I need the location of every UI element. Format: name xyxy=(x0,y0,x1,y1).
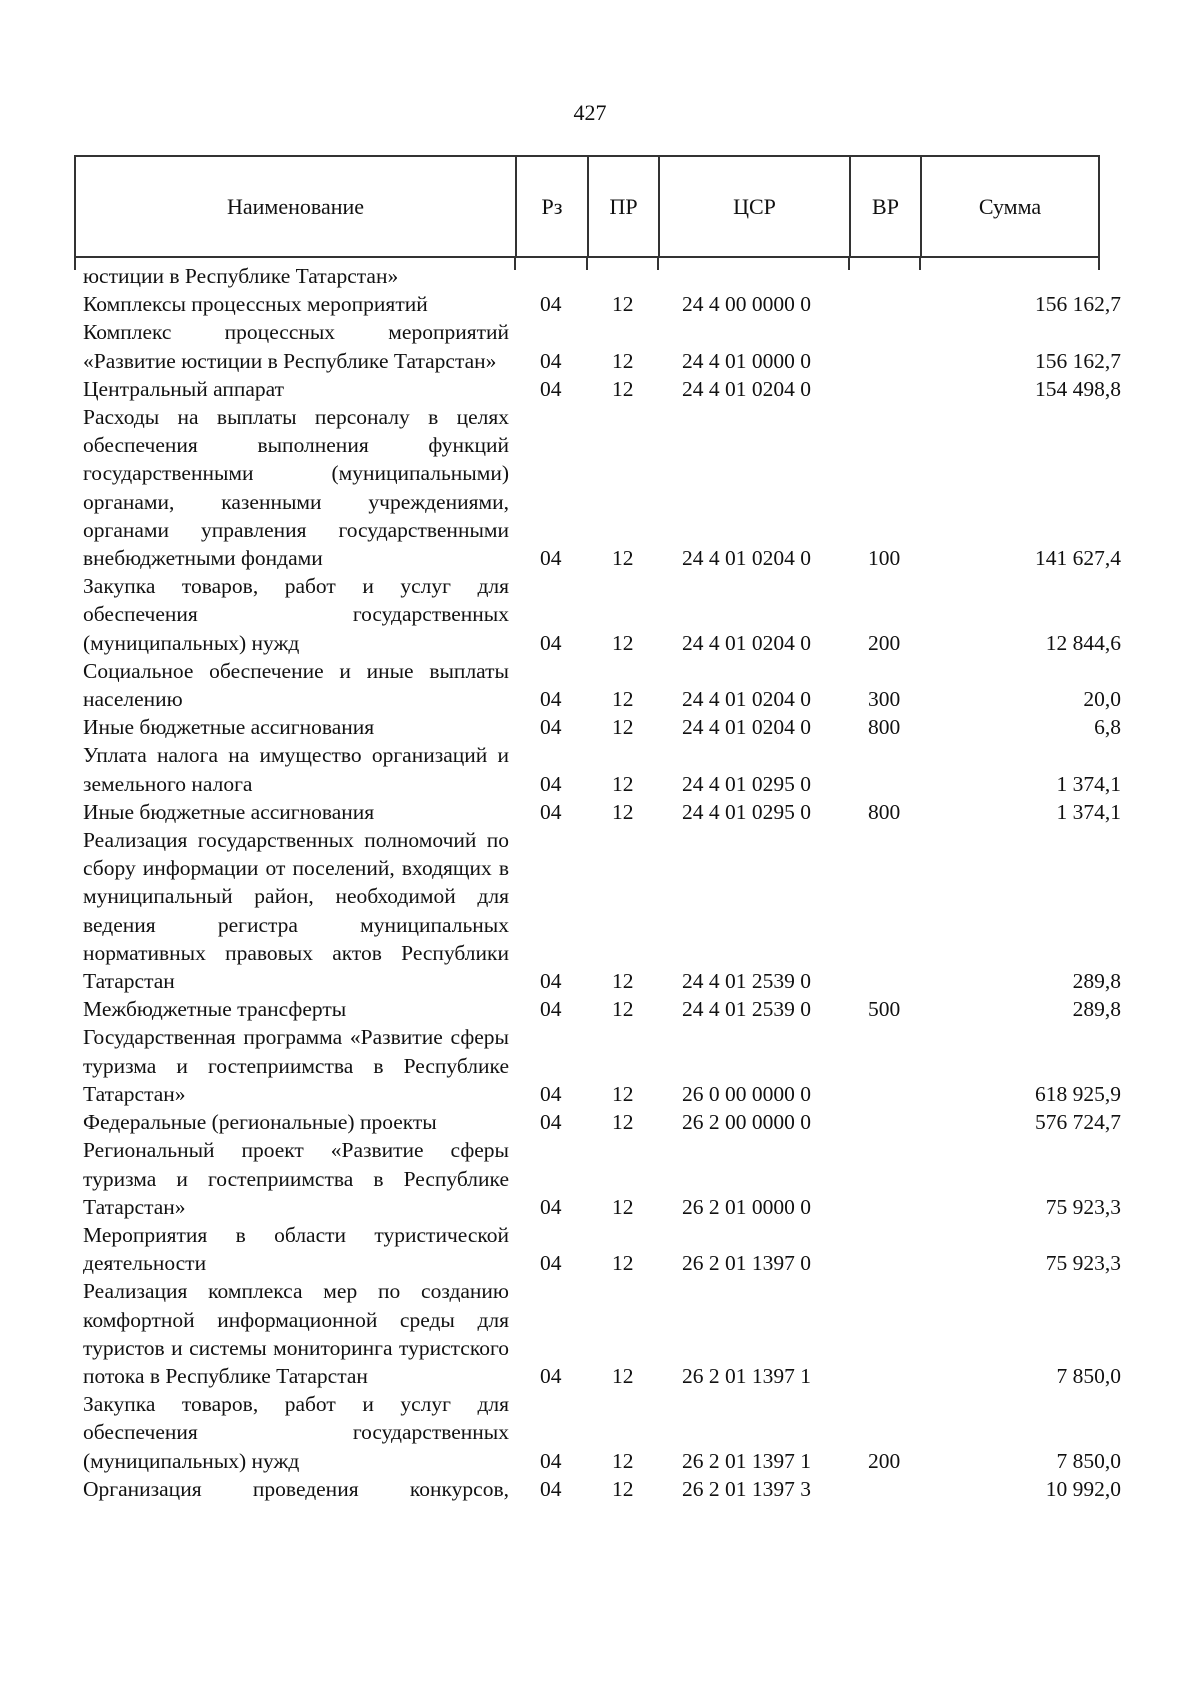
row-name: Центральный аппарат xyxy=(83,376,285,401)
page-number: 427 xyxy=(573,100,607,125)
table-row xyxy=(0,713,1200,741)
row-vr: 100 xyxy=(868,546,901,571)
row-sum: 20,0 xyxy=(1083,687,1121,712)
row-pr: 12 xyxy=(612,376,634,401)
table-row xyxy=(0,798,1200,826)
row-sum: 618 925,9 xyxy=(1035,1081,1121,1106)
table-row xyxy=(0,1277,1200,1390)
row-name: Федеральные (региональные) проекты xyxy=(83,1110,437,1135)
row-vr: 800 xyxy=(868,799,901,824)
row-pr: 12 xyxy=(612,348,634,373)
row-csr: 24 4 00 0000 0 xyxy=(682,292,811,317)
row-csr: 26 2 01 1397 1 xyxy=(682,1448,811,1473)
table-row xyxy=(0,1475,1200,1503)
row-name: Уплата налога на имущество организаций и земельного налога xyxy=(83,743,509,796)
row-sum: 1 374,1 xyxy=(1056,771,1121,796)
table-row xyxy=(0,290,1200,318)
row-rz: 04 xyxy=(540,771,562,796)
row-rz: 04 xyxy=(540,376,562,401)
row-pr: 12 xyxy=(612,546,634,571)
table-row xyxy=(0,572,1200,657)
row-rz: 04 xyxy=(540,1448,562,1473)
header-vr: ВР xyxy=(851,157,922,256)
table-row xyxy=(0,318,1200,374)
row-csr: 24 4 01 0204 0 xyxy=(682,546,811,571)
row-csr: 24 4 01 2539 0 xyxy=(682,997,811,1022)
row-name: Государственная программа «Развитие сферы туризма и гостеприимства в Республике Татарстан» xyxy=(83,1025,509,1106)
table-row xyxy=(0,262,1200,290)
row-name: Мероприятия в области туристической деятельности xyxy=(83,1222,509,1276)
header-csr: ЦСР xyxy=(660,157,851,256)
row-name: Реализация государственных полномочий по сбору информации от поселений, входящих в муниципальный район, необходимой для ведения регистра муниципальных нормативных правовых актов Республики Татарстан xyxy=(83,828,509,994)
row-rz: 04 xyxy=(540,1251,562,1276)
row-sum: 7 850,0 xyxy=(1056,1448,1121,1473)
row-csr: 26 2 01 1397 1 xyxy=(682,1363,811,1388)
row-pr: 12 xyxy=(612,687,634,712)
header-rz: Рз xyxy=(517,157,589,256)
table-row xyxy=(0,1390,1200,1475)
row-sum: 75 923,3 xyxy=(1045,1251,1121,1276)
row-pr: 12 xyxy=(612,799,634,824)
row-csr: 24 4 01 0295 0 xyxy=(682,799,811,824)
row-sum: 6,8 xyxy=(1094,715,1121,740)
row-name: Межбюджетные трансферты xyxy=(83,997,347,1022)
row-rz: 04 xyxy=(540,969,562,994)
row-rz: 04 xyxy=(540,1363,562,1388)
row-pr: 12 xyxy=(612,1110,634,1135)
header-pr: ПР xyxy=(589,157,660,256)
row-pr: 12 xyxy=(612,292,634,317)
row-csr: 26 0 00 0000 0 xyxy=(682,1081,811,1106)
row-rz: 04 xyxy=(540,997,562,1022)
table-row xyxy=(0,375,1200,403)
row-csr: 26 2 01 1397 0 xyxy=(682,1251,811,1276)
table-body xyxy=(0,262,1200,1503)
row-name: Реализация комплекса мер по созданию комфортной информационной среды для туристов и системы мониторинга туристского потока в Республике Татарстан xyxy=(83,1279,509,1388)
row-rz: 04 xyxy=(540,292,562,317)
row-name: Иные бюджетные ассигнования xyxy=(83,799,375,824)
row-sum: 576 724,7 xyxy=(1035,1110,1121,1135)
row-pr: 12 xyxy=(612,1194,634,1219)
row-sum: 7 850,0 xyxy=(1056,1363,1121,1388)
row-pr: 12 xyxy=(612,771,634,796)
row-rz: 04 xyxy=(540,687,562,712)
table-row xyxy=(0,1136,1200,1221)
row-sum: 289,8 xyxy=(1072,997,1121,1022)
row-rz: 04 xyxy=(540,630,562,655)
row-pr: 12 xyxy=(612,1476,634,1501)
row-csr: 24 4 01 0204 0 xyxy=(682,630,811,655)
row-vr: 200 xyxy=(868,630,901,655)
row-rz: 04 xyxy=(540,1194,562,1219)
row-rz: 04 xyxy=(540,546,562,571)
row-pr: 12 xyxy=(612,630,634,655)
table-row xyxy=(0,657,1200,713)
table-header xyxy=(74,155,1100,258)
table-row xyxy=(0,741,1200,797)
row-rz: 04 xyxy=(540,715,562,740)
row-csr: 26 2 01 0000 0 xyxy=(682,1194,811,1219)
row-name: юстиции в Республике Татарстан» xyxy=(83,264,399,288)
row-name: Организация проведения конкурсов, xyxy=(83,1476,509,1501)
row-vr: 500 xyxy=(868,997,901,1022)
row-rz: 04 xyxy=(540,348,562,373)
row-sum: 1 374,1 xyxy=(1056,799,1121,824)
table-row xyxy=(0,1221,1200,1277)
row-name: Комплекс процессных мероприятий «Развитие юстиции в Республике Татарстан» xyxy=(83,320,509,373)
row-pr: 12 xyxy=(612,969,634,994)
row-csr: 24 4 01 0204 0 xyxy=(682,687,811,712)
row-rz: 04 xyxy=(540,1110,562,1135)
table-row xyxy=(0,1023,1200,1108)
row-rz: 04 xyxy=(540,1081,562,1106)
row-pr: 12 xyxy=(612,715,634,740)
row-sum: 289,8 xyxy=(1072,969,1121,994)
header-sum: Сумма xyxy=(978,193,1042,219)
row-name: Региональный проект «Развитие сферы туризма и гостеприимства в Республике Татарстан» xyxy=(83,1138,509,1219)
row-sum: 10 992,0 xyxy=(1045,1476,1121,1501)
row-sum: 156 162,7 xyxy=(1035,292,1121,317)
row-sum: 156 162,7 xyxy=(1035,348,1121,373)
row-csr: 24 4 01 2539 0 xyxy=(682,969,811,994)
row-pr: 12 xyxy=(612,1251,634,1276)
row-sum: 141 627,4 xyxy=(1035,546,1121,571)
row-csr: 26 2 00 0000 0 xyxy=(682,1110,811,1135)
row-name: Закупка товаров, работ и услуг для обеспечения государственных (муниципальных) нужд xyxy=(83,574,509,655)
row-name: Социальное обеспечение и иные выплаты населению xyxy=(83,658,509,712)
table-row xyxy=(0,1108,1200,1136)
row-rz: 04 xyxy=(540,1476,562,1501)
row-vr: 200 xyxy=(868,1448,901,1473)
row-csr: 24 4 01 0000 0 xyxy=(682,348,811,373)
row-pr: 12 xyxy=(612,1448,634,1473)
row-vr: 300 xyxy=(868,687,901,712)
table-row xyxy=(0,403,1200,572)
row-name: Комплексы процессных мероприятий xyxy=(83,292,428,317)
row-csr: 24 4 01 0295 0 xyxy=(682,771,811,796)
row-pr: 12 xyxy=(612,997,634,1022)
row-csr: 24 4 01 0204 0 xyxy=(682,376,811,401)
header-name: Наименование xyxy=(76,157,517,256)
row-csr: 26 2 01 1397 3 xyxy=(682,1476,811,1501)
row-name: Расходы на выплаты персоналу в целях обеспечения выполнения функций государственными (муниципальными) органами, казенными учреждениями, органами управления государственными внебюджетными фондами xyxy=(83,405,509,571)
row-sum: 154 498,8 xyxy=(1035,376,1121,401)
table-row xyxy=(0,826,1200,995)
row-vr: 800 xyxy=(868,715,901,740)
row-csr: 24 4 01 0204 0 xyxy=(682,715,811,740)
row-sum: 12 844,6 xyxy=(1045,630,1121,655)
row-name: Иные бюджетные ассигнования xyxy=(83,715,375,740)
row-pr: 12 xyxy=(612,1363,634,1388)
row-name: Закупка товаров, работ и услуг для обеспечения государственных (муниципальных) нужд xyxy=(83,1392,509,1473)
row-rz: 04 xyxy=(540,799,562,824)
table-row xyxy=(0,995,1200,1023)
row-sum: 75 923,3 xyxy=(1045,1194,1121,1219)
row-pr: 12 xyxy=(612,1081,634,1106)
